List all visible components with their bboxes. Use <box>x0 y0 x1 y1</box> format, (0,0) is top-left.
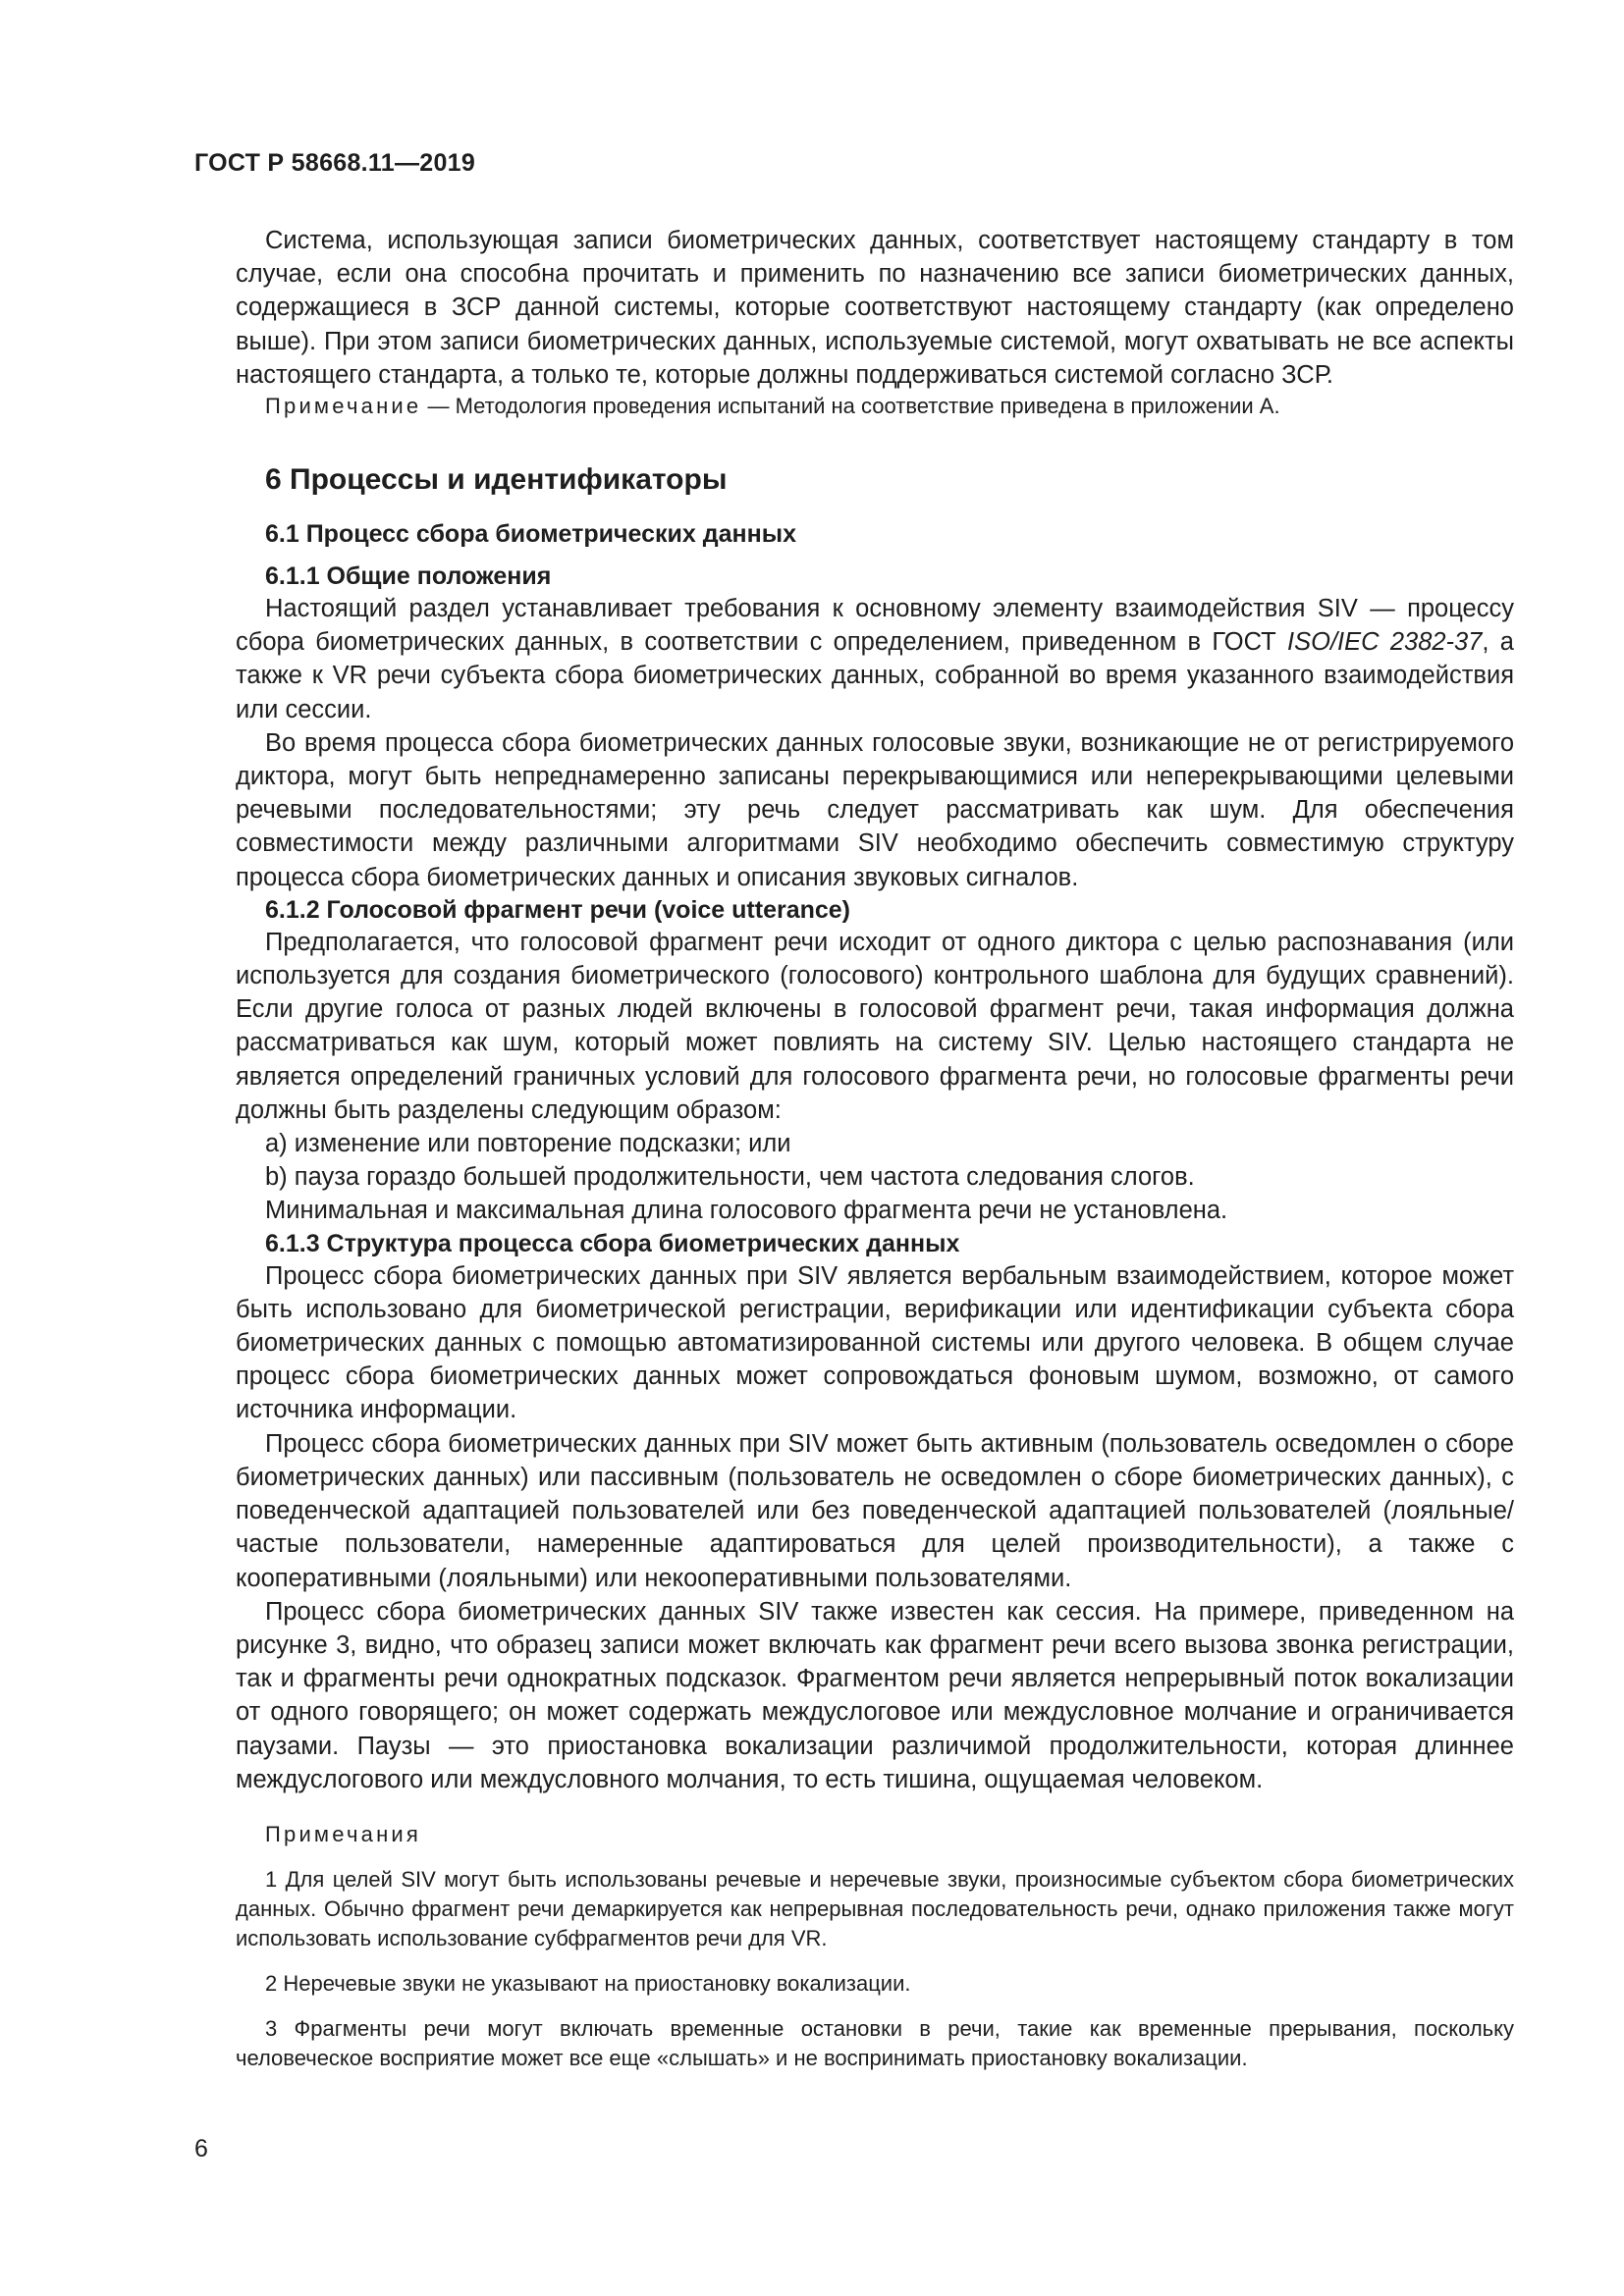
note-item-3: 3 Фрагменты речи могут включать временные остановки в речи, такие как временные прерывания, поскольку человеческое восприятие может все еще «слышать» и не воспринимать приостановку вокализации. <box>236 2015 1514 2070</box>
section-6-1-3-paragraph-3: Процесс сбора биометрических данных SIV также известен как сессия. На примере, приведенном на рисунке 3, видно, что образец записи может включать как фрагмент речи всего вызова звонка регистрации, так и фрагменты речи однократных подсказок. Фрагментом речи является непрерывный поток вокализации от одного говорящего; он может содержать междуслоговое или междусловное молчание и ограничивается паузами. Паузы — это приостановка вокализации различимой продолжительности, которая длиннее междуслогового или междусловного молчания, то есть тишина, ощущаемая человеком. <box>236 1597 1514 1793</box>
note-item-2: 2 Неречевые звуки не указывают на приостановку вокализации. <box>265 1970 911 1996</box>
section-6-1-1-title: 6.1.1 Общие положения <box>265 562 552 591</box>
list-item-b: b) пауза гораздо большей продолжительности, чем частота следования слогов. <box>265 1163 1195 1192</box>
list-item-a: а) изменение или повторение подсказки; или <box>265 1130 791 1158</box>
section-6-1-3-paragraph-2: Процесс сбора биометрических данных при SIV может быть активным (пользователь осведомлен о сборе биометрических данных) или пассивным (пользователь не осведомлен о сборе биометрических данных), с поведенческой адаптацией пользователей или без поведенческой адаптацией пользователей (лояльные/частые пользователи, намеренные адаптироваться для целей производительности), а также с кооперативными (лояльными) или некооперативными пользователями. <box>236 1429 1514 1592</box>
section-6-1-2-title: 6.1.2 Голосовой фрагмент речи (voice utterance) <box>265 895 851 924</box>
notes-heading: Примечания <box>265 1821 422 1846</box>
page-number: 6 <box>194 2135 208 2163</box>
note-text: — Методология проведения испытаний на соответствие приведена в приложении А. <box>421 394 1280 419</box>
section-6-title: 6 Процессы и идентификаторы <box>265 463 728 497</box>
intro-paragraph: Система, использующая записи биометрических данных, соответствует настоящему стандарту в том случае, если она способна прочитать и применить по назначению все записи биометрических данных, содержащиеся в ЗСР данной системы, которые соответствуют настоящему стандарту (как определено выше). При этом записи биометрических данных, используемые системой, могут охватывать не все аспекты настоящего стандарта, а только те, которые должны поддерживаться системой согласно ЗСР. <box>236 227 1514 389</box>
note-item-1: 1 Для целей SIV могут быть использованы речевые и неречевые звуки, произносимые субъектом сбора биометрических данных. Обычно фрагмент речи демаркируется как непрерывная последовательность речи, однако приложения также могут использовать использование субфрагментов речи для VR. <box>236 1866 1514 1950</box>
section-6-1-1-paragraph-1 <box>236 592 1514 726</box>
s611-p1-reference: ISO/IEC 2382-37 <box>1287 628 1483 657</box>
document-code-header: ГОСТ Р 58668.11—2019 <box>194 149 476 177</box>
section-6-1-2-paragraph-1: Предполагается, что голосовой фрагмент речи исходит от одного диктора с целью распознавания (или используется для создания биометрического (голосового) контрольного шаблона для будущих сравнений). Если другие голоса от разных людей включены в голосовой фрагмент речи, такая информация должна рассматриваться как шум, который может повлиять на систему SIV. Целью настоящего стандарта не является определений граничных условий для голосового фрагмента речи, но голосовые фрагменты речи должны быть разделены следующим образом: <box>236 928 1514 1124</box>
section-6-1-2-paragraph-2: Минимальная и максимальная длина голосового фрагмента речи не установлена. <box>265 1197 1228 1225</box>
note-label: Примечание <box>265 394 422 419</box>
page-content <box>236 224 1514 2073</box>
intro-note <box>236 392 1514 421</box>
notes-list <box>236 1865 1514 2073</box>
section-6-1-1-paragraph-2: Во время процесса сбора биометрических данных голосовые звуки, возникающие не от регистрируемого диктора, могут быть непреднамеренно записаны перекрывающимися или неперекрывающими целевыми речевыми последовательностями; эту речь следует рассматривать как шум. Для обеспечения совместимости между различными алгоритмами SIV необходимо обеспечить совместимую структуру процесса сбора биометрических данных и описания звуковых сигналов. <box>236 728 1514 891</box>
section-6-1-3-paragraph-1: Процесс сбора биометрических данных при SIV является вербальным взаимодействием, которое может быть использовано для биометрической регистрации, верификации или идентификации субъекта сбора биометрических данных с помощью автоматизированной системы или другого человека. В общем случае процесс сбора биометрических данных может сопровождаться фоновым шумом, возможно, от самого источника информации. <box>236 1261 1514 1424</box>
section-6-1-title: 6.1 Процесс сбора биометрических данных <box>265 520 796 549</box>
s611-p1-part-b: , а также к VR речи субъекта сбора биометрических данных, собранной во время указанного взаимодействия или сессии. <box>236 628 1514 723</box>
section-6-1-3-title: 6.1.3 Структура процесса сбора биометрических данных <box>265 1229 960 1257</box>
s611-p1-part-a: Настоящий раздел устанавливает требования к основному элементу взаимодействия SIV — процессу сбора биометрических данных, в соответствии с определением, приведенном в ГОСТ <box>236 595 1514 657</box>
